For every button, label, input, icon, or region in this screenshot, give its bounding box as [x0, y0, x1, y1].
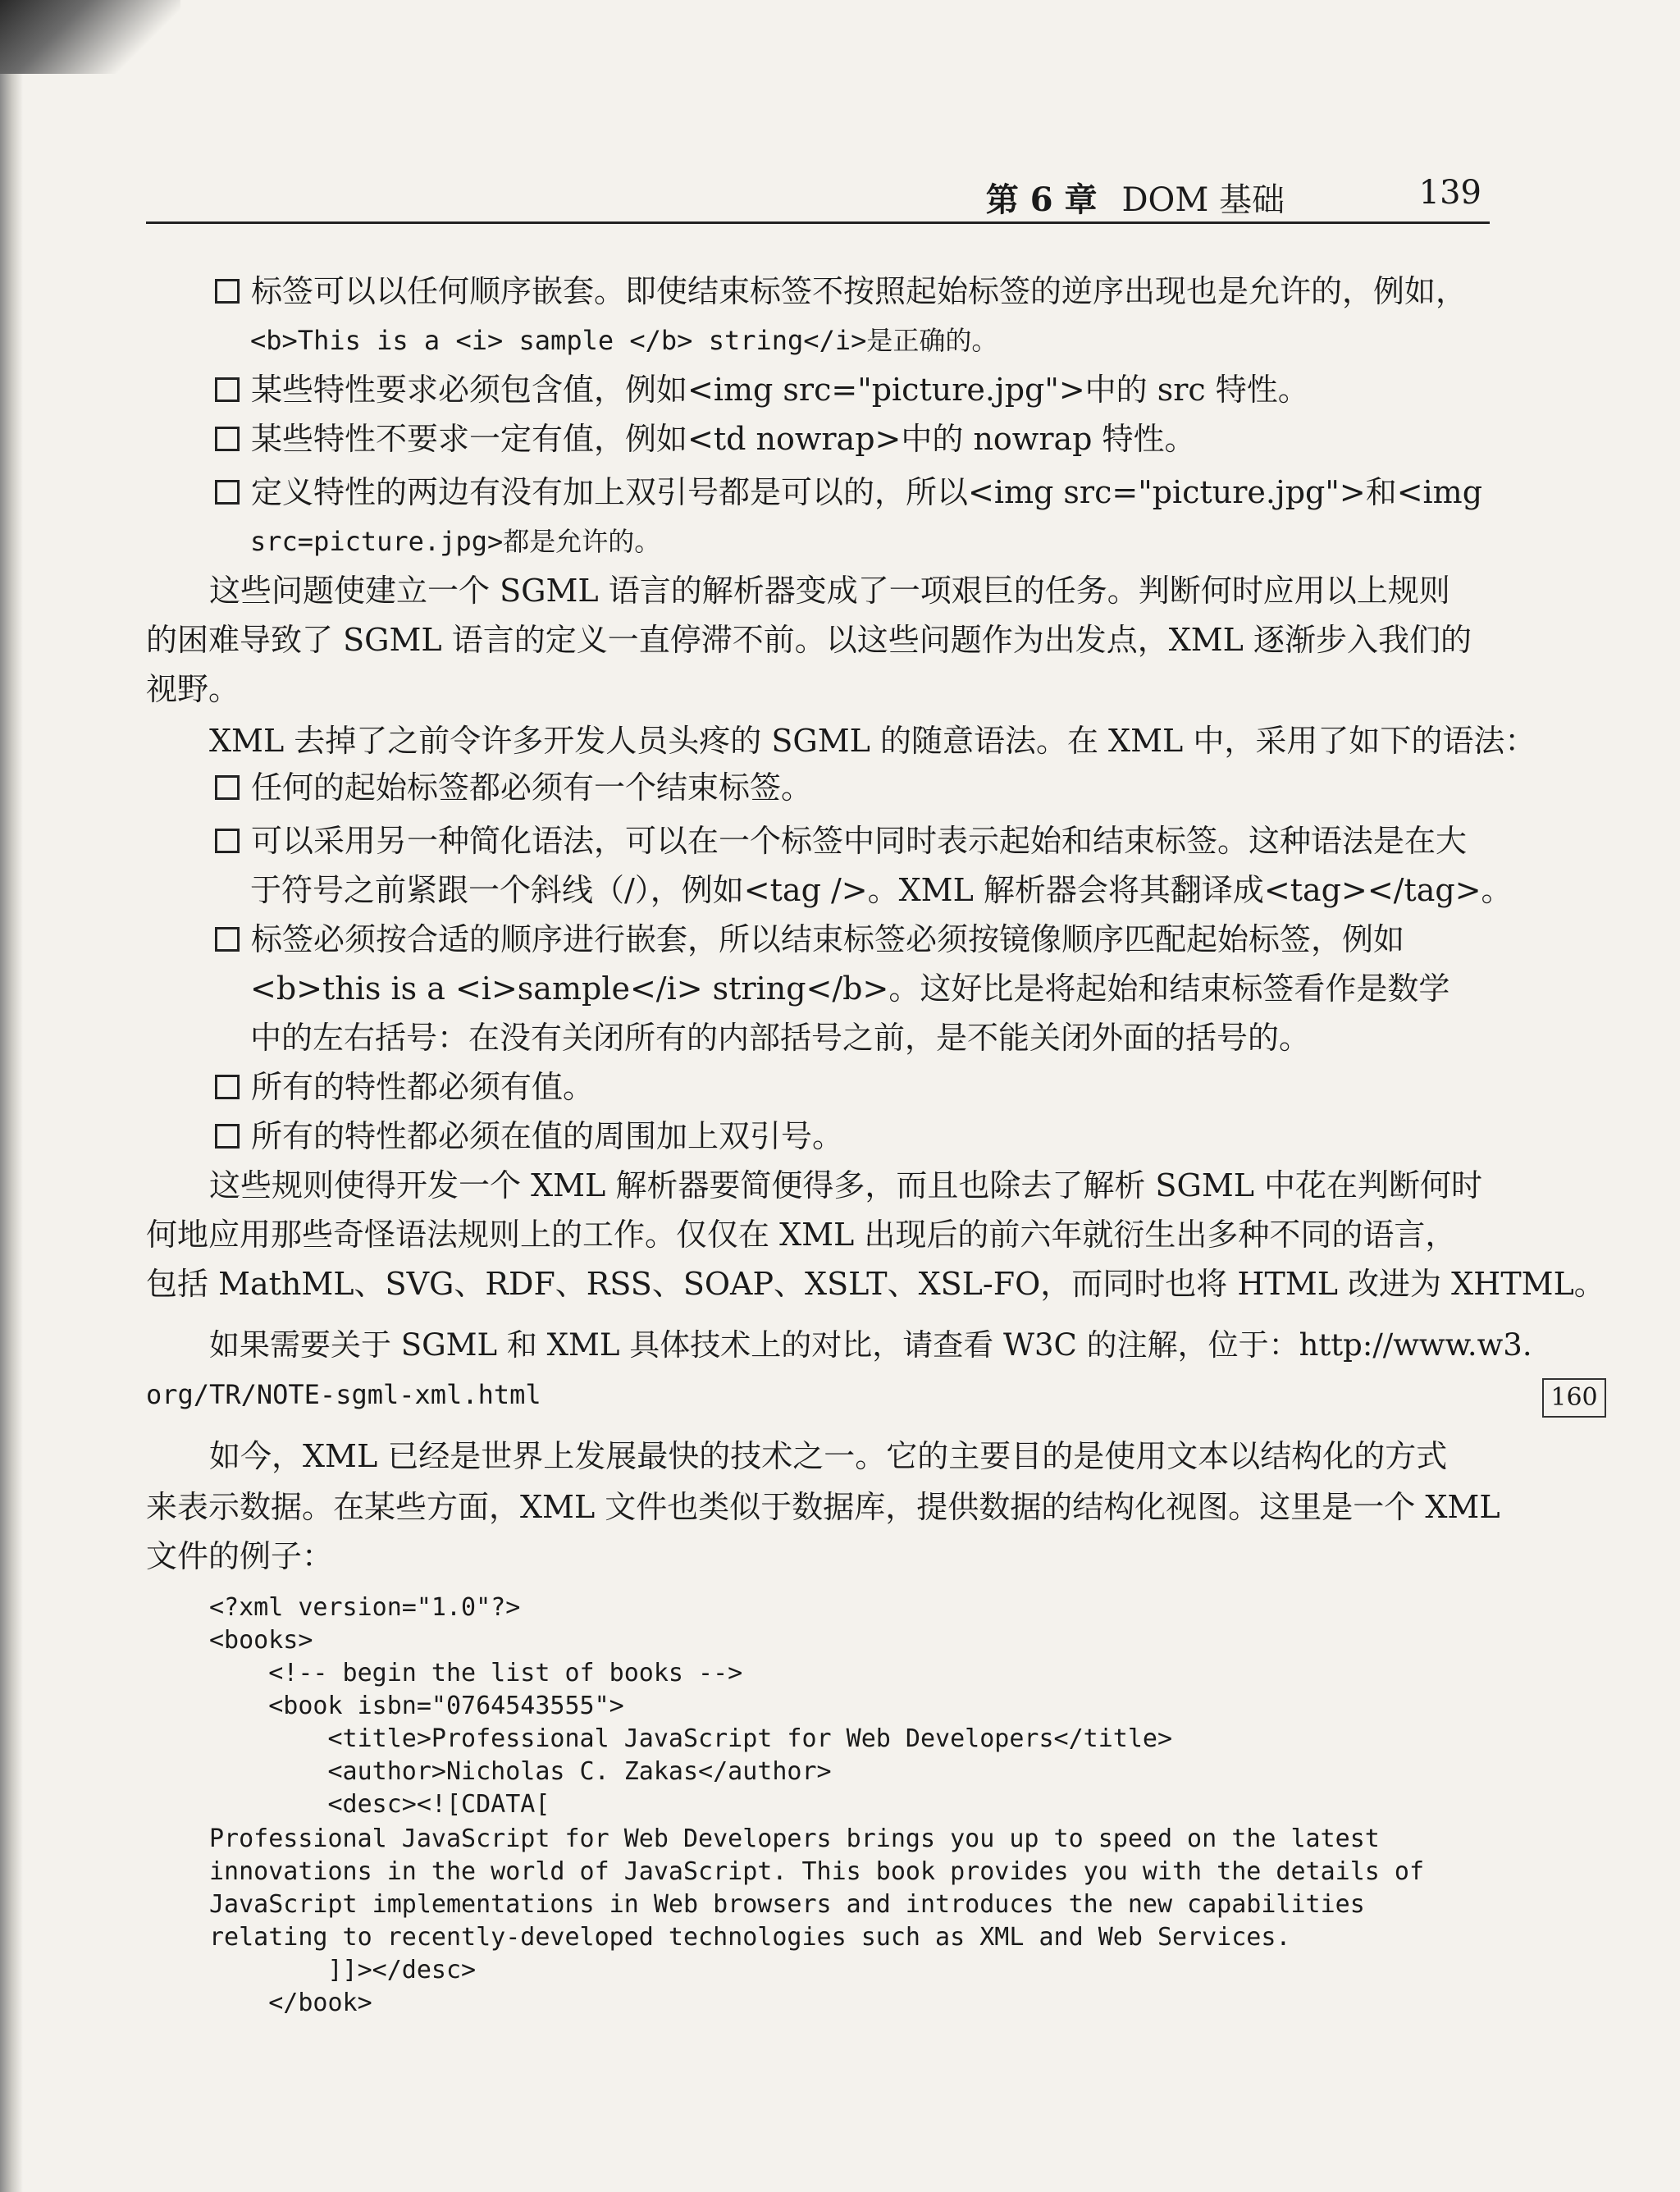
code-line: <book isbn="0764543555"> [209, 1692, 624, 1720]
checkbox-bullet-icon [215, 279, 240, 304]
code-line: ]]></desc> [209, 1956, 477, 1984]
margin-page-number: 160 [1542, 1378, 1606, 1418]
bullet-item: 任何的起始标签都必须有一个结束标签。 [215, 767, 812, 808]
bullet-item: 定义特性的两边有没有加上双引号都是可以的，所以<img src="picture.jpg">和<img [215, 472, 1482, 513]
checkbox-bullet-icon [215, 1124, 240, 1149]
code-line: <!-- begin the list of books --> [209, 1659, 743, 1687]
bullet-item-continuation: 于符号之前紧跟一个斜线（/），例如<tag />。XML 解析器会将其翻译成<tag></tag>。 [250, 872, 1513, 908]
paragraph-line: 的困难导致了 SGML 语言的定义一直停滞不前。以这些问题作为出发点，XML 逐渐步入我们的 [146, 622, 1472, 658]
checkbox-bullet-icon [215, 377, 240, 402]
chapter-title: DOM 基础 [1121, 181, 1285, 219]
page-edge-shadow [0, 0, 23, 2192]
checkbox-bullet-icon [215, 927, 240, 952]
checkbox-bullet-icon [215, 427, 240, 451]
paragraph-line: XML 去掉了之前令许多开发人员头疼的 SGML 的随意语法。在 XML 中，采用了如下的语法： [209, 723, 1536, 759]
bullet-item: 可以采用另一种简化语法，可以在一个标签中同时表示起始和结束标签。这种语法是在大 [215, 820, 1467, 861]
chapter-label: 第 6 章 [985, 180, 1098, 219]
bullet-item-continuation: <b>This is a <i> sample </b> string</i>是正确的。 [250, 325, 998, 356]
bullet-item: 标签必须按合适的顺序进行嵌套，所以结束标签必须按镜像顺序匹配起始标签，例如 [215, 919, 1404, 960]
code-line: <?xml version="1.0"?> [209, 1593, 521, 1622]
code-line: JavaScript implementations in Web browsers and introduces the new capabilities [209, 1890, 1365, 1919]
checkbox-bullet-icon [215, 1075, 240, 1099]
checkbox-bullet-icon [215, 775, 240, 800]
paragraph-line: 包括 MathML、SVG、RDF、RSS、SOAP、XSLT、XSL-FO，而同时也将 HTML 改进为 XHTML。 [146, 1266, 1605, 1302]
running-header [146, 174, 1490, 224]
code-line: <title>Professional JavaScript for Web Developers</title> [209, 1724, 1172, 1753]
bullet-item-continuation: <b>this is a <i>sample</i> string</b>。这好比是将起始和结束标签看作是数学 [250, 970, 1450, 1007]
bullet-item: 某些特性不要求一定有值，例如<td nowrap>中的 nowrap 特性。 [215, 418, 1196, 459]
paragraph-line: 视野。 [146, 671, 240, 707]
checkbox-bullet-icon [215, 829, 240, 853]
paragraph-line: 如今，XML 已经是世界上发展最快的技术之一。它的主要目的是使用文本以结构化的方式 [209, 1438, 1448, 1474]
code-line: Professional JavaScript for Web Developers brings you up to speed on the latest [209, 1824, 1380, 1853]
code-line: </book> [209, 1989, 372, 2017]
bullet-item: 某些特性要求必须包含值，例如<img src="picture.jpg">中的 src 特性。 [215, 369, 1309, 410]
checkbox-bullet-icon [215, 480, 240, 505]
page-number: 139 [1418, 174, 1481, 212]
bullet-item-continuation: 中的左右括号：在没有关闭所有的内部括号之前，是不能关闭外面的括号的。 [250, 1020, 1311, 1056]
bullet-item: 所有的特性都必须在值的周围加上双引号。 [215, 1116, 843, 1157]
code-line: <books> [209, 1626, 313, 1655]
bullet-item-continuation: src=picture.jpg>都是允许的。 [250, 526, 661, 557]
paragraph-line: 这些问题使建立一个 SGML 语言的解析器变成了一项艰巨的任务。判断何时应用以上规则 [209, 573, 1450, 609]
paragraph-line: 这些规则使得开发一个 XML 解析器要简便得多，而且也除去了解析 SGML 中花在判断何时 [209, 1167, 1483, 1203]
code-line: <author>Nicholas C. Zakas</author> [209, 1757, 832, 1786]
chapter-heading [986, 174, 1285, 221]
bullet-item: 标签可以以任何顺序嵌套。即使结束标签不按照起始标签的逆序出现也是允许的，例如， [215, 271, 1467, 312]
code-line: <desc><![CDATA[ [209, 1790, 550, 1819]
paragraph-line: 来表示数据。在某些方面，XML 文件也类似于数据库，提供数据的结构化视图。这里是一个 XML [146, 1489, 1500, 1525]
paragraph-line: 文件的例子： [146, 1538, 334, 1574]
code-line: relating to recently-developed technologies such as XML and Web Services. [209, 1923, 1291, 1952]
paragraph-line: 何地应用那些奇怪语法规则上的工作。仅仅在 XML 出现后的前六年就衍生出多种不同的语言， [146, 1217, 1457, 1253]
bullet-item: 所有的特性都必须有值。 [215, 1066, 594, 1107]
note-line: org/TR/NOTE-sgml-xml.html [146, 1379, 541, 1410]
corner-shadow [0, 0, 180, 74]
code-line: innovations in the world of JavaScript. This book provides you with the details of [209, 1857, 1425, 1886]
note-line: 如果需要关于 SGML 和 XML 具体技术上的对比，请查看 W3C 的注解，位于：http://www.w3. [209, 1327, 1532, 1363]
